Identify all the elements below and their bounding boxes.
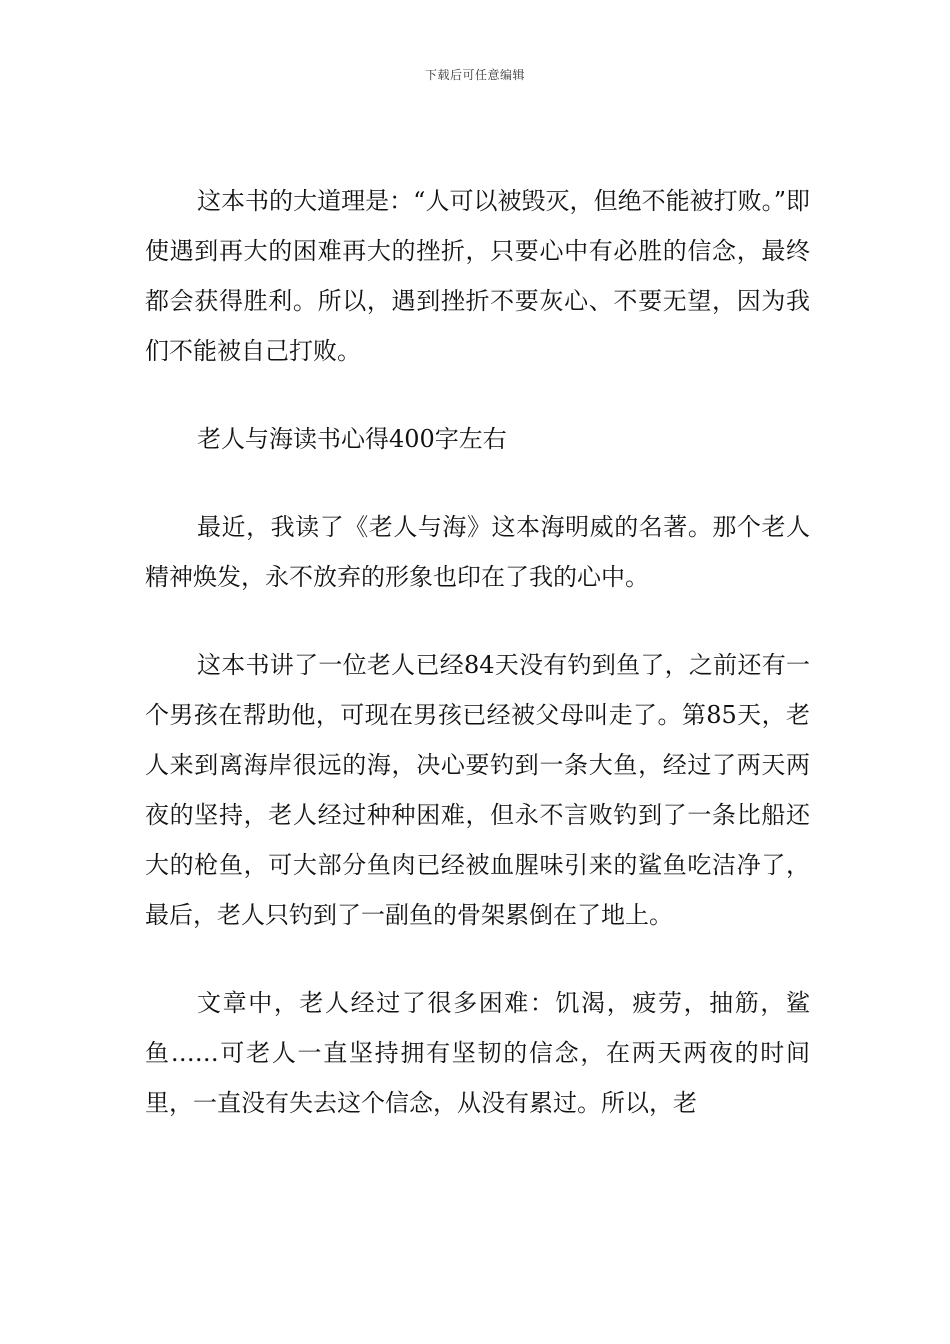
- paragraph-moral: 这本书的大道理是：“人可以被毁灭，但绝不能被打败。”即使遇到再大的困难再大的挫折，只要心中有必胜的信念，最终都会获得胜利。所以，遇到挫折不要灰心、不要无望，因为我们不能被自己打败。: [145, 187, 810, 365]
- paragraph-summary: 这本书讲了一位老人已经84天没有钓到鱼了，之前还有一个男孩在帮助他，可现在男孩已经被父母叫走了。第85天，老人来到离海岸很远的海，决心要钓到一条大鱼，经过了两天两夜的坚持，老人经过种种困难，但永不言败钓到了一条比船还大的枪鱼，可大部分鱼肉已经被血腥味引来的鲨鱼吃洁净了，最后，老人只钓到了一副鱼的骨架累倒在了地上。: [145, 651, 810, 929]
- header-note: 下载后可任意编辑: [424, 68, 525, 82]
- section-heading: 老人与海读书心得400字左右: [197, 425, 507, 453]
- document-body: [145, 176, 810, 1128]
- paragraph-reflection: 文章中，老人经过了很多困难：饥渴，疲劳，抽筋，鲨鱼……可老人一直坚持拥有坚韧的信念，在两天两夜的时间里，一直没有失去这个信念，从没有累过。所以，老: [145, 989, 810, 1117]
- paragraph-intro: 最近，我读了《老人与海》这本海明威的名著。那个老人精神焕发，永不放弃的形象也印在了我的心中。: [145, 513, 810, 591]
